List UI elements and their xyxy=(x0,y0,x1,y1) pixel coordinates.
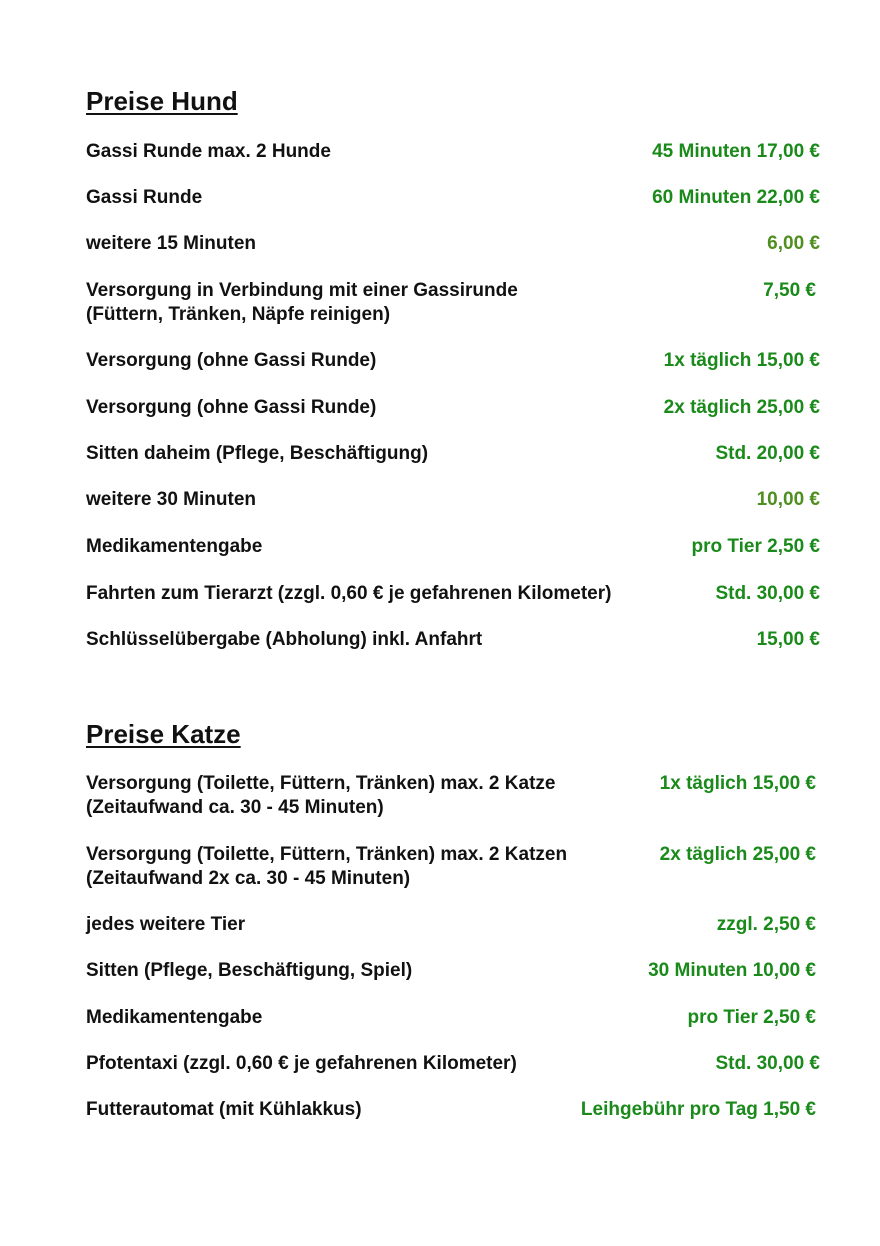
item-price: 60 Minuten 22,00 € xyxy=(652,187,820,208)
item-price: 15,00 € xyxy=(756,629,820,650)
item-label: Sitten daheim (Pflege, Beschäftigung) xyxy=(86,443,429,464)
item-label: Gassi Runde max. 2 Hunde xyxy=(86,141,331,162)
item-label: Sitten (Pflege, Beschäftigung, Spiel) xyxy=(86,960,413,981)
section-title-katze: Preise Katze xyxy=(86,719,241,749)
item-price: 6,00 € xyxy=(767,233,820,254)
item-price: Leihgebühr pro Tag 1,50 € xyxy=(580,1099,816,1120)
item-label: jedes weitere Tier xyxy=(86,914,246,935)
item-label: Gassi Runde xyxy=(86,187,203,208)
item-price: Std. 30,00 € xyxy=(715,583,820,604)
item-price: 45 Minuten 17,00 € xyxy=(652,141,820,162)
item-label: Pfotentaxi (zzgl. 0,60 € je gefahrenen Kilometer) xyxy=(86,1053,517,1074)
item-label: Medikamentengabe xyxy=(86,536,263,557)
item-price: 1x täglich 15,00 € xyxy=(659,773,816,794)
item-label: Versorgung (ohne Gassi Runde) xyxy=(86,350,377,371)
item-label: Versorgung (Toilette, Füttern, Tränken) max. 2 Katzen (Zeitaufwand 2x ca. 30 - 45 Minuten) xyxy=(86,844,568,889)
item-label: Versorgung in Verbindung mit einer Gassirunde (Füttern, Tränken, Näpfe reinigen) xyxy=(86,280,518,325)
item-price: pro Tier 2,50 € xyxy=(691,536,820,557)
item-price: 30 Minuten 10,00 € xyxy=(648,960,816,981)
item-price: Std. 30,00 € xyxy=(715,1053,820,1074)
item-price: zzgl. 2,50 € xyxy=(716,914,816,935)
item-price: Std. 20,00 € xyxy=(715,443,820,464)
item-label: Futterautomat (mit Kühlakkus) xyxy=(86,1099,362,1120)
item-label: weitere 30 Minuten xyxy=(86,489,256,510)
section-title-hund: Preise Hund xyxy=(86,86,238,116)
item-label: Medikamentengabe xyxy=(86,1007,263,1028)
item-price: pro Tier 2,50 € xyxy=(687,1007,816,1028)
item-label: Versorgung (Toilette, Füttern, Tränken) max. 2 Katze (Zeitaufwand ca. 30 - 45 Minuten) xyxy=(86,773,556,818)
item-price: 7,50 € xyxy=(763,280,816,301)
item-price: 10,00 € xyxy=(756,489,820,510)
item-price: 2x täglich 25,00 € xyxy=(659,844,816,865)
item-label: weitere 15 Minuten xyxy=(86,233,256,254)
item-label: Fahrten zum Tierarzt (zzgl. 0,60 € je gefahrenen Kilometer) xyxy=(86,583,612,604)
item-label: Schlüsselübergabe (Abholung) inkl. Anfahrt xyxy=(86,629,483,650)
item-price: 2x täglich 25,00 € xyxy=(663,397,820,418)
item-price: 1x täglich 15,00 € xyxy=(663,350,820,371)
item-label: Versorgung (ohne Gassi Runde) xyxy=(86,397,377,418)
